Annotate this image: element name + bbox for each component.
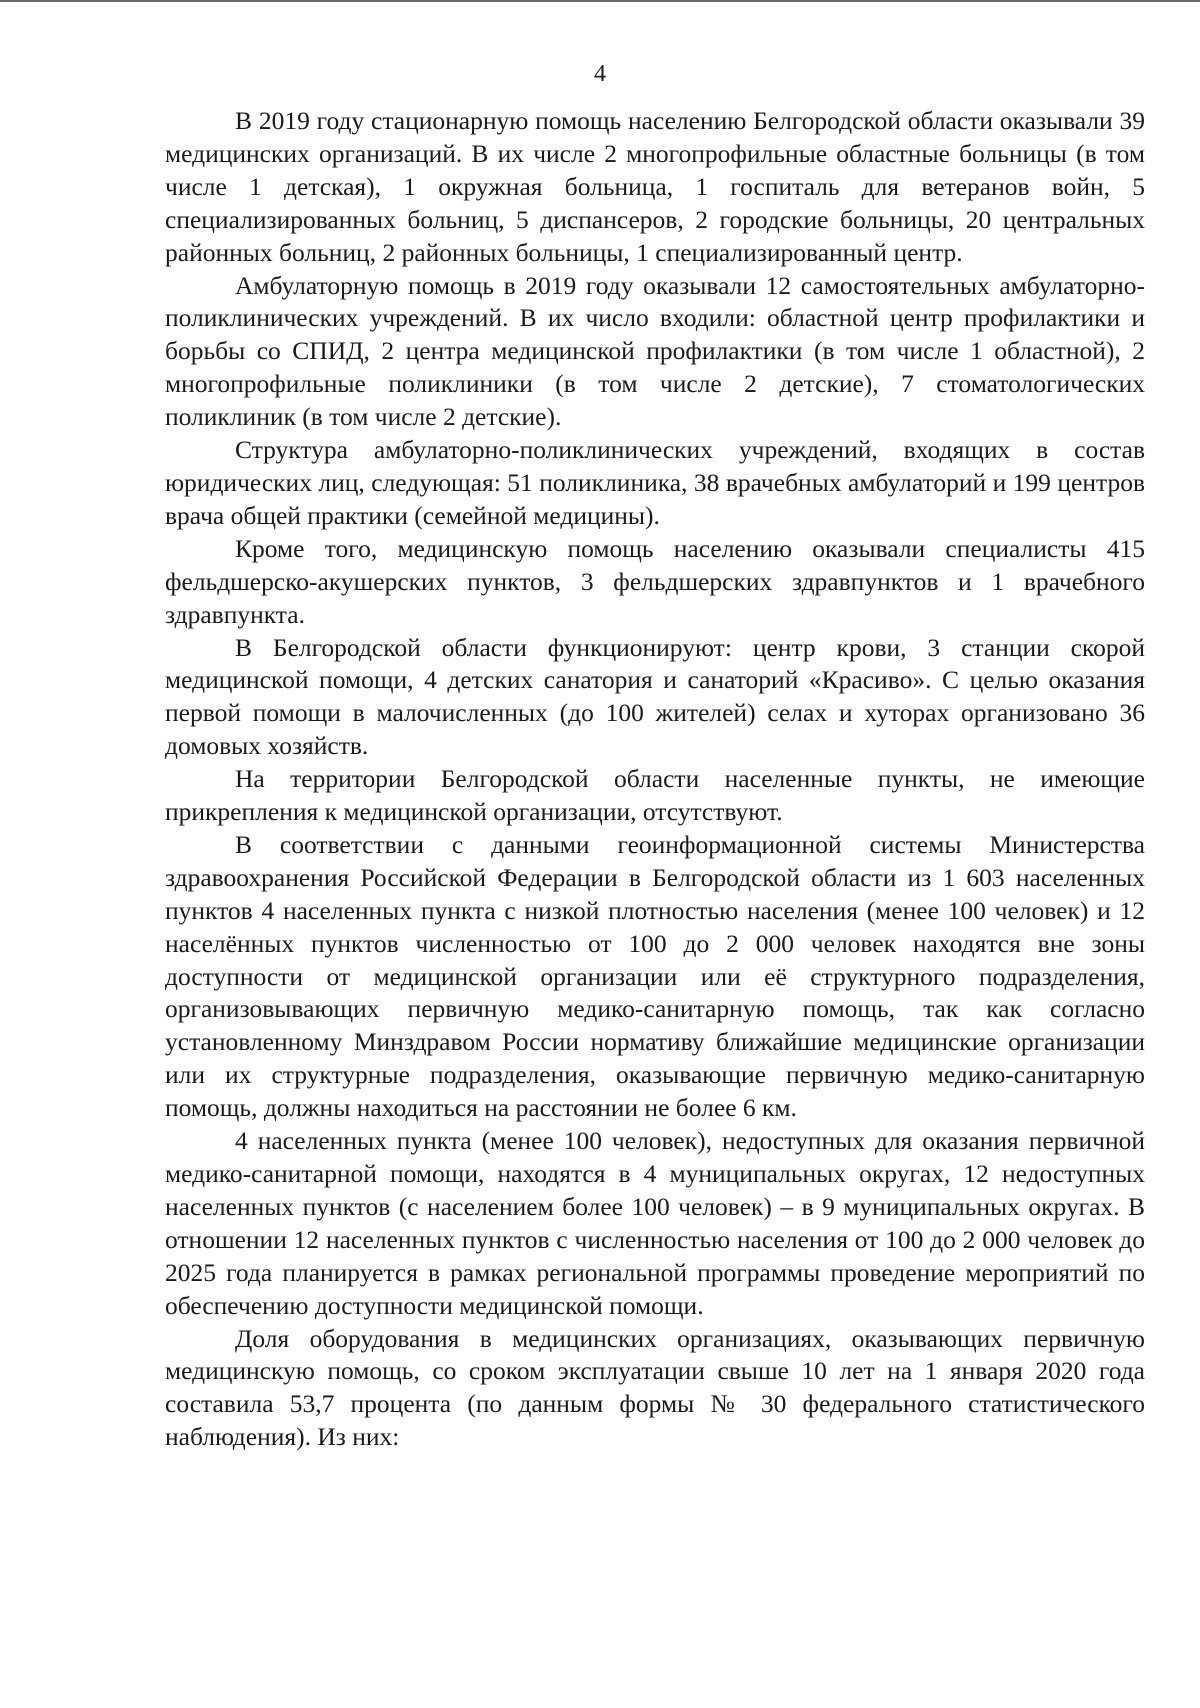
page-number: 4 — [594, 61, 606, 87]
document-body — [165, 105, 1145, 1454]
paragraph-feldsher-points: Кроме того, медицинскую помощь населению оказывали специалисты 415 фельдшерско-акушерских пунктов, 3 фельдшерских здравпунктов и 1 врачебного здравпункта. — [165, 533, 1145, 629]
paragraph-attachment: На территории Белгородской области населенные пункты, не имеющие прикрепления к медицинской организации, отсутствуют. — [165, 764, 1145, 827]
paragraph-gis-accessibility: В соответствии с данными геоинформационной системы Министерства здравоохранения Российской Федерации в Белгородской области из 1 603 населенных пунктов 4 населенных пункта с низкой плотностью населения (менее 100 человек) и 12 населённых пунктов численностью от 100 до 2 000 человек находятся вне зоны доступности от медицинской организации или её структурного подразделения, организовывающих первичную медико-санитарную помощь, так как согласно установленному Минздравом России нормативу ближайшие медицинские организации или их структурные подразделения, оказывающие первичную медико-санитарную помощь, должны находиться на расстоянии не более 6 км. — [165, 829, 1145, 1123]
scan-top-rule — [0, 0, 1200, 2]
paragraph-outpatient-structure: Структура амбулаторно-поликлинических учреждений, входящих в состав юридических лиц, следующая: 51 поликлиника, 38 врачебных амбулаторий и 199 центров врача общей практики (семейной медицины). — [165, 435, 1145, 530]
paragraph-outpatient-care: Амбулаторную помощь в 2019 году оказывали 12 самостоятельных амбулаторно-поликлинических учреждений. В их число входили: областной центр профилактики и борьбы со СПИД, 2 центра медицинской профилактики (в том числе 1 областной), 2 многопрофильные поликлиники (в том числе 2 детские), 7 стоматологических поликлиник (в том числе 2 детские). — [165, 270, 1145, 432]
paragraph-regional-facilities: В Белгородской области функционируют: центр крови, 3 станции скорой медицинской помощи, 4 детских санатория и санаторий «Красиво». С целью оказания первой помощи в малочисленных (до 100 жителей) селах и хуторах организовано 36 домовых хозяйств. — [165, 632, 1145, 761]
paragraph-inpatient-care: В 2019 году стационарную помощь населению Белгородской области оказывали 39 медицинских организаций. В их числе 2 многопрофильные областные больницы (в том числе 1 детская), 1 окружная больница, 1 госпиталь для ветеранов войн, 5 специализированных больниц, 5 диспансеров, 2 городские больницы, 20 центральных районных больниц, 2 районных больницы, 1 специализированный центр. — [165, 106, 1145, 267]
paragraph-equipment-age: Доля оборудования в медицинских организациях, оказывающих первичную медицинскую помощь, со сроком эксплуатации свыше 10 лет на 1 января 2020 года составила 53,7 процента (по данным формы № 30 федерального статистического наблюдения). Из них: — [165, 1323, 1145, 1452]
paragraph-inaccessible-settlements: 4 населенных пункта (менее 100 человек), недоступных для оказания первичной медико-санитарной помощи, находятся в 4 муниципальных округах, 12 недоступных населенных пунктов (с населением более 100 человек) – в 9 муниципальных округах. В отношении 12 населенных пунктов с численностью населения от 100 до 2 000 человек до 2025 года планируется в рамках региональной программы проведение мероприятий по обеспечению доступности медицинской помощи. — [165, 1126, 1145, 1320]
